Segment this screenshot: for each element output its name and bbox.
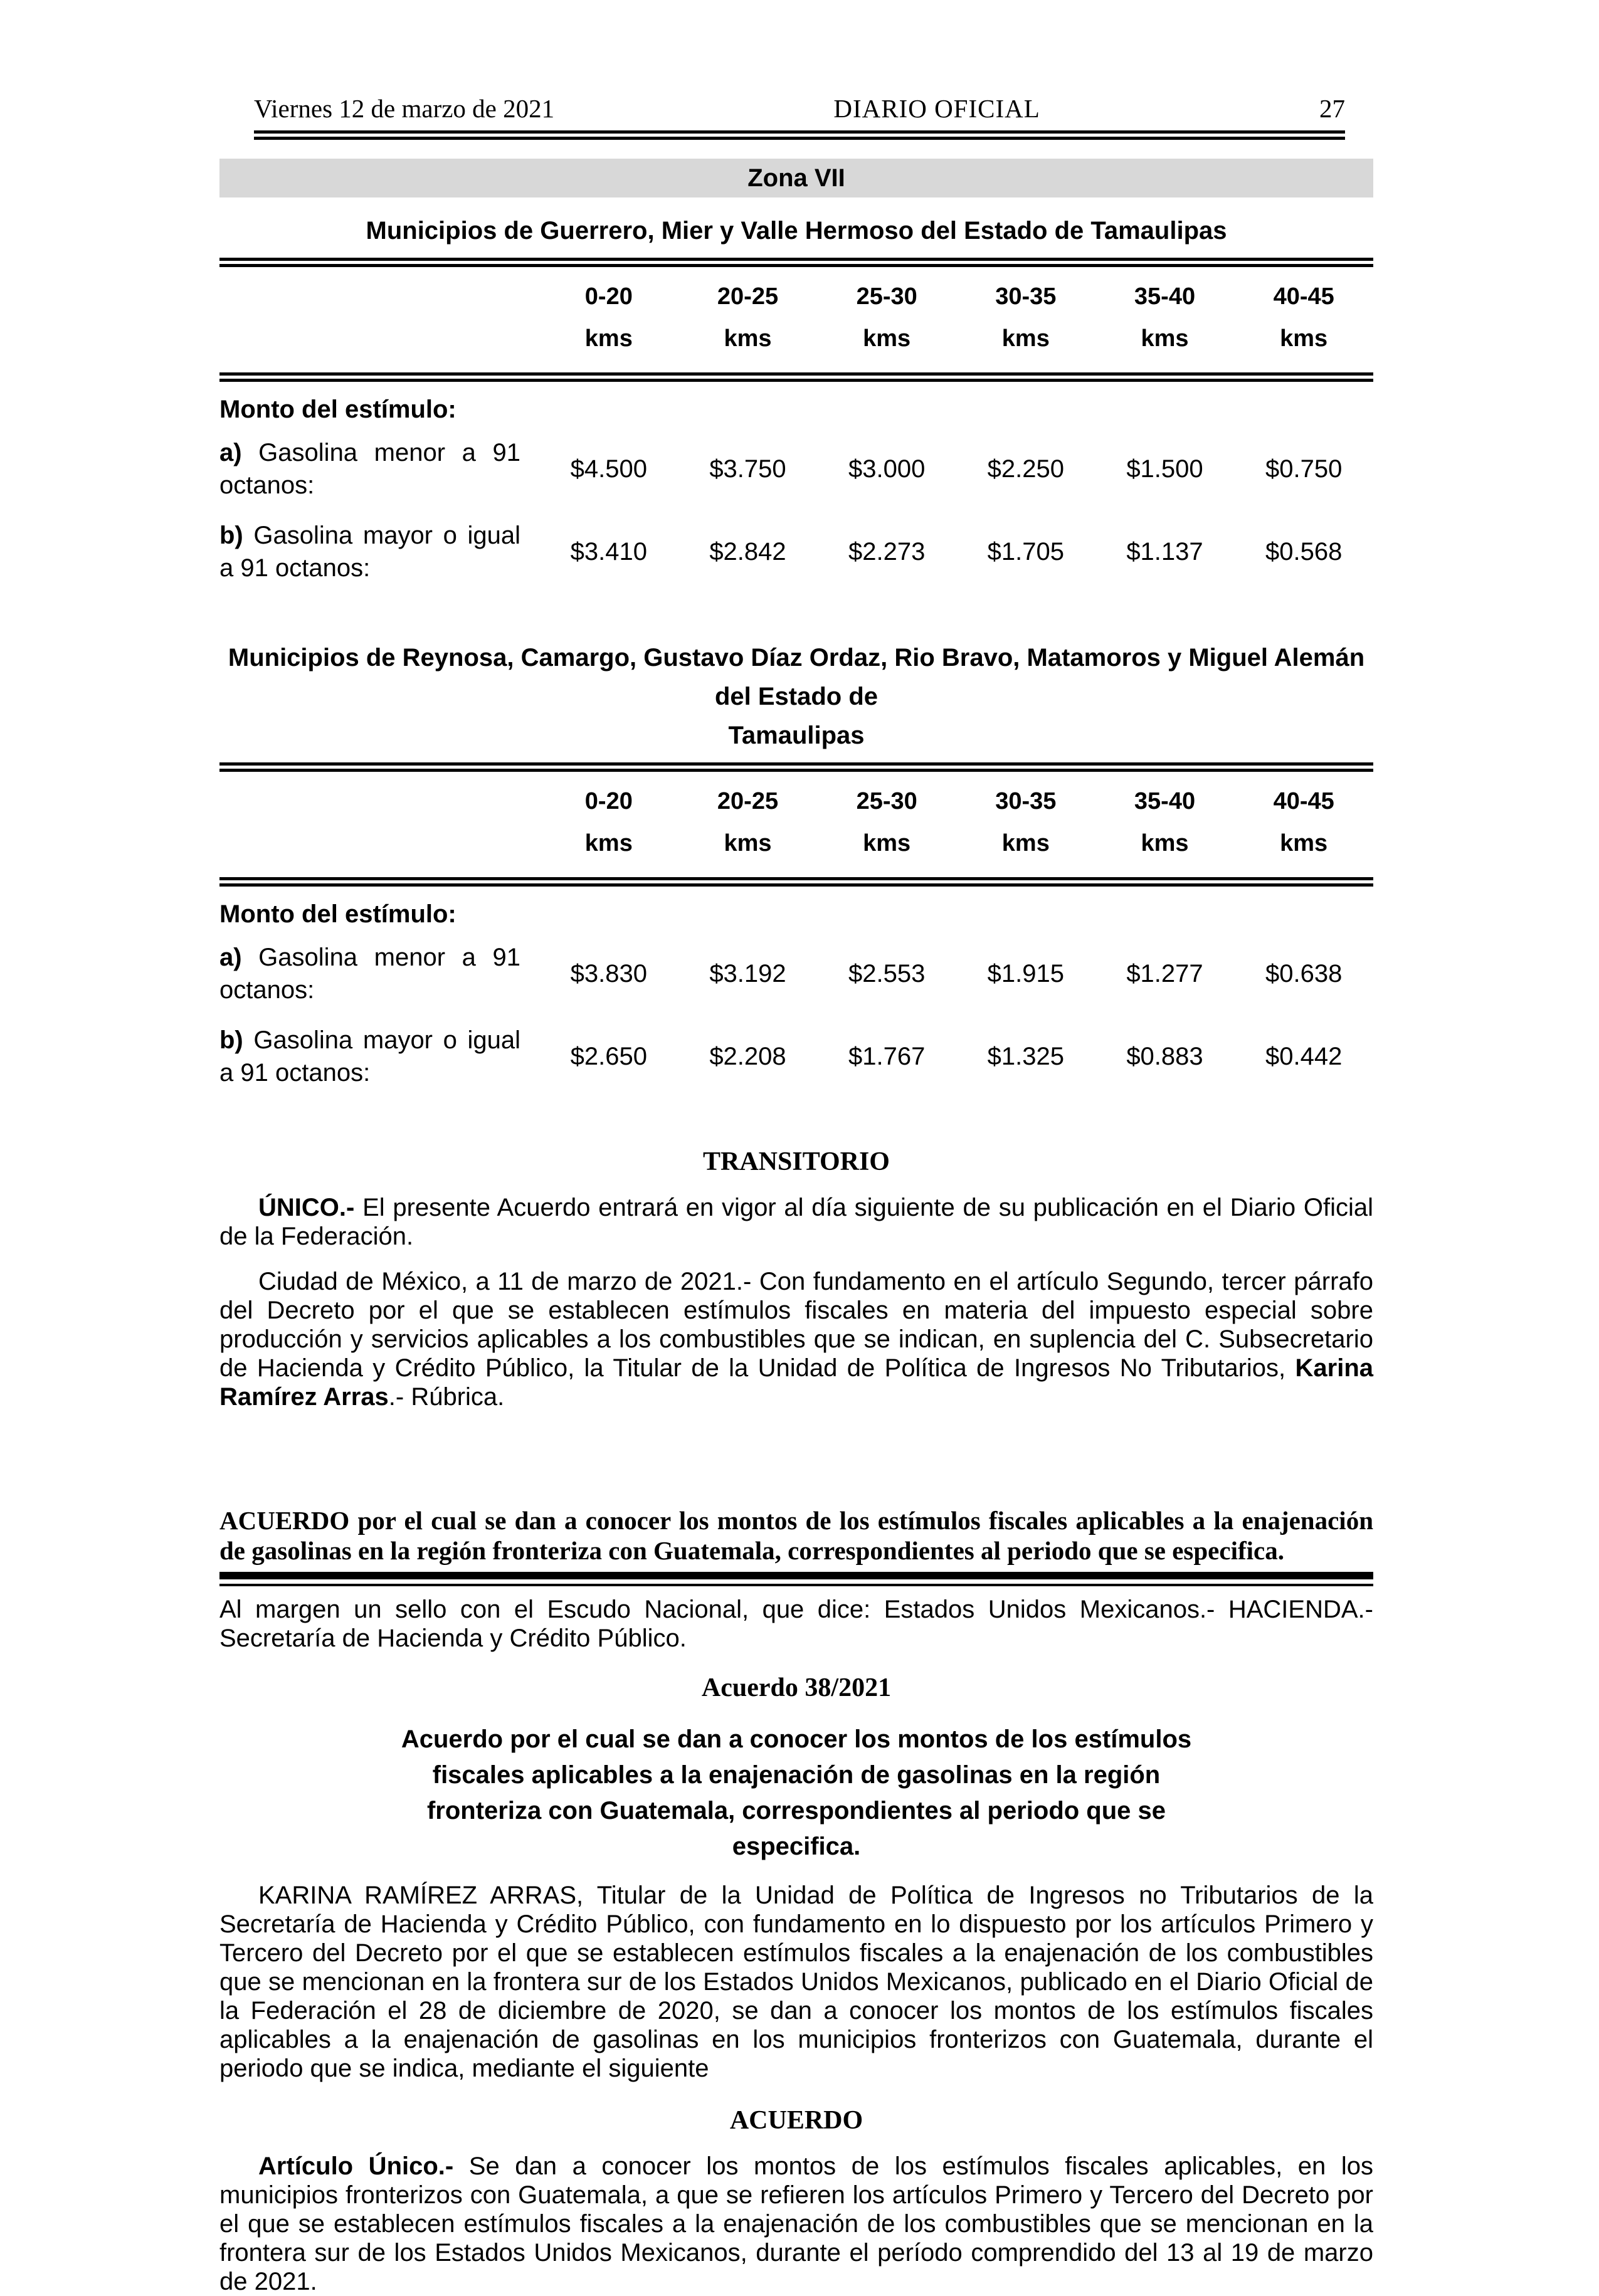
row-label: Gasolina menor a 91 octanos: bbox=[219, 439, 520, 499]
table2-col-header: 25-30 kms bbox=[856, 788, 917, 856]
signer-name: Karina Ramírez Arras bbox=[219, 1354, 1373, 1411]
cell-value: $2.250 bbox=[987, 455, 1064, 483]
cell-value: $2.842 bbox=[709, 537, 786, 566]
table-row bbox=[219, 510, 1373, 593]
table-row bbox=[219, 428, 1373, 510]
table1-col-header: 25-30 kms bbox=[856, 283, 917, 352]
table2-col-header: 40-45 kms bbox=[1273, 788, 1334, 856]
cell-value: $3.192 bbox=[709, 959, 786, 987]
decree-separator-rule bbox=[219, 1572, 1373, 1586]
table2-col-header: 30-35 kms bbox=[995, 788, 1057, 856]
table2-title bbox=[219, 638, 1373, 755]
cell-value: $1.325 bbox=[987, 1042, 1064, 1070]
table1-col-header: 35-40 kms bbox=[1134, 283, 1196, 352]
row-label: Gasolina menor a 91 octanos: bbox=[219, 944, 520, 1004]
table1-top-rule bbox=[219, 258, 1373, 267]
page-header bbox=[254, 94, 1345, 123]
zone-banner bbox=[219, 159, 1373, 197]
articulo-unico-paragraph: Artículo Único.- Se dan a conocer los montos de los estímulos fiscales aplicables, en los municipios fronterizos con Guatemala, a que se refieren los artículos Primero y Tercero del Decreto por el que se establecen estímulos fiscales a la enajenación de los combustibles que se mencionan en la frontera sur de los Estados Unidos Mexicanos, durante el período comprendido del 13 al 19 de marzo de 2021. bbox=[219, 2152, 1373, 2295]
acuerdo-heading: ACUERDO bbox=[729, 2106, 863, 2135]
cell-value: $3.750 bbox=[709, 455, 786, 483]
cell-value: $1.500 bbox=[1126, 455, 1203, 483]
table1-col-header: 20-25 kms bbox=[717, 283, 779, 352]
cell-value: $4.500 bbox=[570, 455, 647, 483]
cell-value: $2.273 bbox=[848, 537, 926, 566]
table1-corner-cell bbox=[219, 267, 539, 365]
table1-col-header: 30-35 kms bbox=[995, 283, 1057, 352]
city-signature-paragraph: Ciudad de México, a 11 de marzo de 2021.- Con fundamento en el artículo Segundo, tercer párrafo del Decreto por el que se establecen estímulos fiscales en materia del impuesto especial sobre producción y servicios aplicables a los combustibles que se indican, en suplencia del C. Subsecretario de Hacienda y Crédito Público, la Titular de la Unidad de Política de Ingresos No Tributarios, Karina Ramírez Arras.- Rúbrica. bbox=[219, 1268, 1373, 1411]
table2-header-rule bbox=[219, 877, 1373, 887]
row-label: Gasolina mayor o igual a 91 octanos: bbox=[219, 1026, 520, 1087]
table1-col-header: 0-20 kms bbox=[584, 283, 633, 352]
cell-value: $1.137 bbox=[1126, 537, 1203, 566]
table1-section-label: Monto del estímulo: bbox=[219, 396, 456, 423]
row-label: Gasolina mayor o igual a 91 octanos: bbox=[219, 522, 520, 582]
al-margen-paragraph: Al margen un sello con el Escudo Nacional, que dice: Estados Unidos Mexicanos.- HACIENDA.- Secretaría de Hacienda y Crédito Público. bbox=[219, 1596, 1373, 1652]
header-date: Viernes 12 de marzo de 2021 bbox=[254, 94, 555, 123]
table1-column-headers bbox=[219, 267, 1373, 365]
table2-title-line: Municipios de Reynosa, Camargo, Gustavo Díaz Ordaz, Rio Bravo, Matamoros y Miguel Alemán del Estado de bbox=[228, 644, 1365, 710]
row-letter: b) bbox=[219, 522, 243, 549]
subject-line: fronteriza con Guatemala, correspondientes al periodo que se bbox=[426, 1797, 1166, 1825]
table2-col-header: 35-40 kms bbox=[1134, 788, 1196, 856]
cell-value: $3.830 bbox=[570, 959, 647, 987]
unico-lead: ÚNICO.- bbox=[258, 1194, 355, 1221]
decree-headline-lead: ACUERDO bbox=[219, 1506, 350, 1535]
cell-value: $1.277 bbox=[1126, 959, 1203, 987]
cell-value: $2.208 bbox=[709, 1042, 786, 1070]
table2-title-line: Tamaulipas bbox=[728, 722, 865, 749]
cell-value: $1.767 bbox=[848, 1042, 926, 1070]
row-letter: a) bbox=[219, 439, 242, 466]
header-rule bbox=[254, 130, 1345, 140]
table-row bbox=[219, 932, 1373, 1015]
decree-headline: ACUERDO por el cual se dan a conocer los montos de los estímulos fiscales aplicables a la enajenación de gasolinas en la región fronteriza con Guatemala, correspondientes al periodo que se especifica. bbox=[219, 1506, 1373, 1565]
cell-value: $1.915 bbox=[987, 959, 1064, 987]
table1-header-rule bbox=[219, 372, 1373, 382]
articulo-lead: Artículo Único.- bbox=[258, 2152, 454, 2180]
cell-value: $0.883 bbox=[1126, 1042, 1203, 1070]
cell-value: $3.410 bbox=[570, 537, 647, 566]
table2-corner-cell bbox=[219, 772, 539, 870]
cell-value: $2.650 bbox=[570, 1042, 647, 1070]
table2-column-headers bbox=[219, 772, 1373, 870]
cell-value: $0.638 bbox=[1265, 959, 1343, 987]
karina-paragraph: KARINA RAMÍREZ ARRAS, Titular de la Unidad de Política de Ingresos no Tributarios de la Secretaría de Hacienda y Crédito Público, con fundamento en lo dispuesto por los artículos Primero y Tercero del Decreto por el que se establecen estímulos fiscales a la enajenación de los combustibles que se mencionan en la frontera sur de los Estados Unidos Mexicanos, publicado en el Diario Oficial de la Federación el 28 de diciembre de 2020, se dan a conocer los montos de los estímulos fiscales aplicables a la enajenación de gasolinas en los municipios fronterizos con Guatemala, durante el periodo que se indica, mediante el siguiente bbox=[219, 1882, 1373, 2082]
table1-title bbox=[219, 211, 1373, 250]
cell-value: $0.568 bbox=[1265, 537, 1343, 566]
cell-value: $0.442 bbox=[1265, 1042, 1343, 1070]
zone-banner-label: Zona VII bbox=[747, 164, 845, 192]
table-row bbox=[219, 1015, 1373, 1098]
cell-value: $3.000 bbox=[848, 455, 926, 483]
row-letter: a) bbox=[219, 944, 242, 971]
acuerdo-number: Acuerdo 38/2021 bbox=[701, 1673, 892, 1702]
transitorio-heading: TRANSITORIO bbox=[703, 1147, 890, 1176]
table1-title-line: Municipios de Guerrero, Mier y Valle Hermoso del Estado de Tamaulipas bbox=[366, 217, 1227, 245]
subject-line: Acuerdo por el cual se dan a conocer los montos de los estímulos bbox=[401, 1725, 1192, 1753]
table2-top-rule bbox=[219, 762, 1373, 772]
subject-line: especifica. bbox=[732, 1833, 861, 1860]
cell-value: $1.705 bbox=[987, 537, 1064, 566]
row-letter: b) bbox=[219, 1026, 243, 1054]
cell-value: $2.553 bbox=[848, 959, 926, 987]
unico-paragraph: ÚNICO.- El presente Acuerdo entrará en vigor al día siguiente de su publicación en el Diario Oficial de la Federación. bbox=[219, 1194, 1373, 1250]
header-title: DIARIO OFICIAL bbox=[833, 94, 1040, 123]
cell-value: $0.750 bbox=[1265, 455, 1343, 483]
table2-col-header: 0-20 kms bbox=[584, 788, 633, 856]
acuerdo-subject bbox=[395, 1722, 1198, 1865]
header-page-number: 27 bbox=[1319, 94, 1345, 123]
table2-col-header: 20-25 kms bbox=[717, 788, 779, 856]
subject-line: fiscales aplicables a la enajenación de gasolinas en la región bbox=[432, 1761, 1161, 1789]
table2-section-label: Monto del estímulo: bbox=[219, 900, 456, 928]
table1-col-header: 40-45 kms bbox=[1273, 283, 1334, 352]
